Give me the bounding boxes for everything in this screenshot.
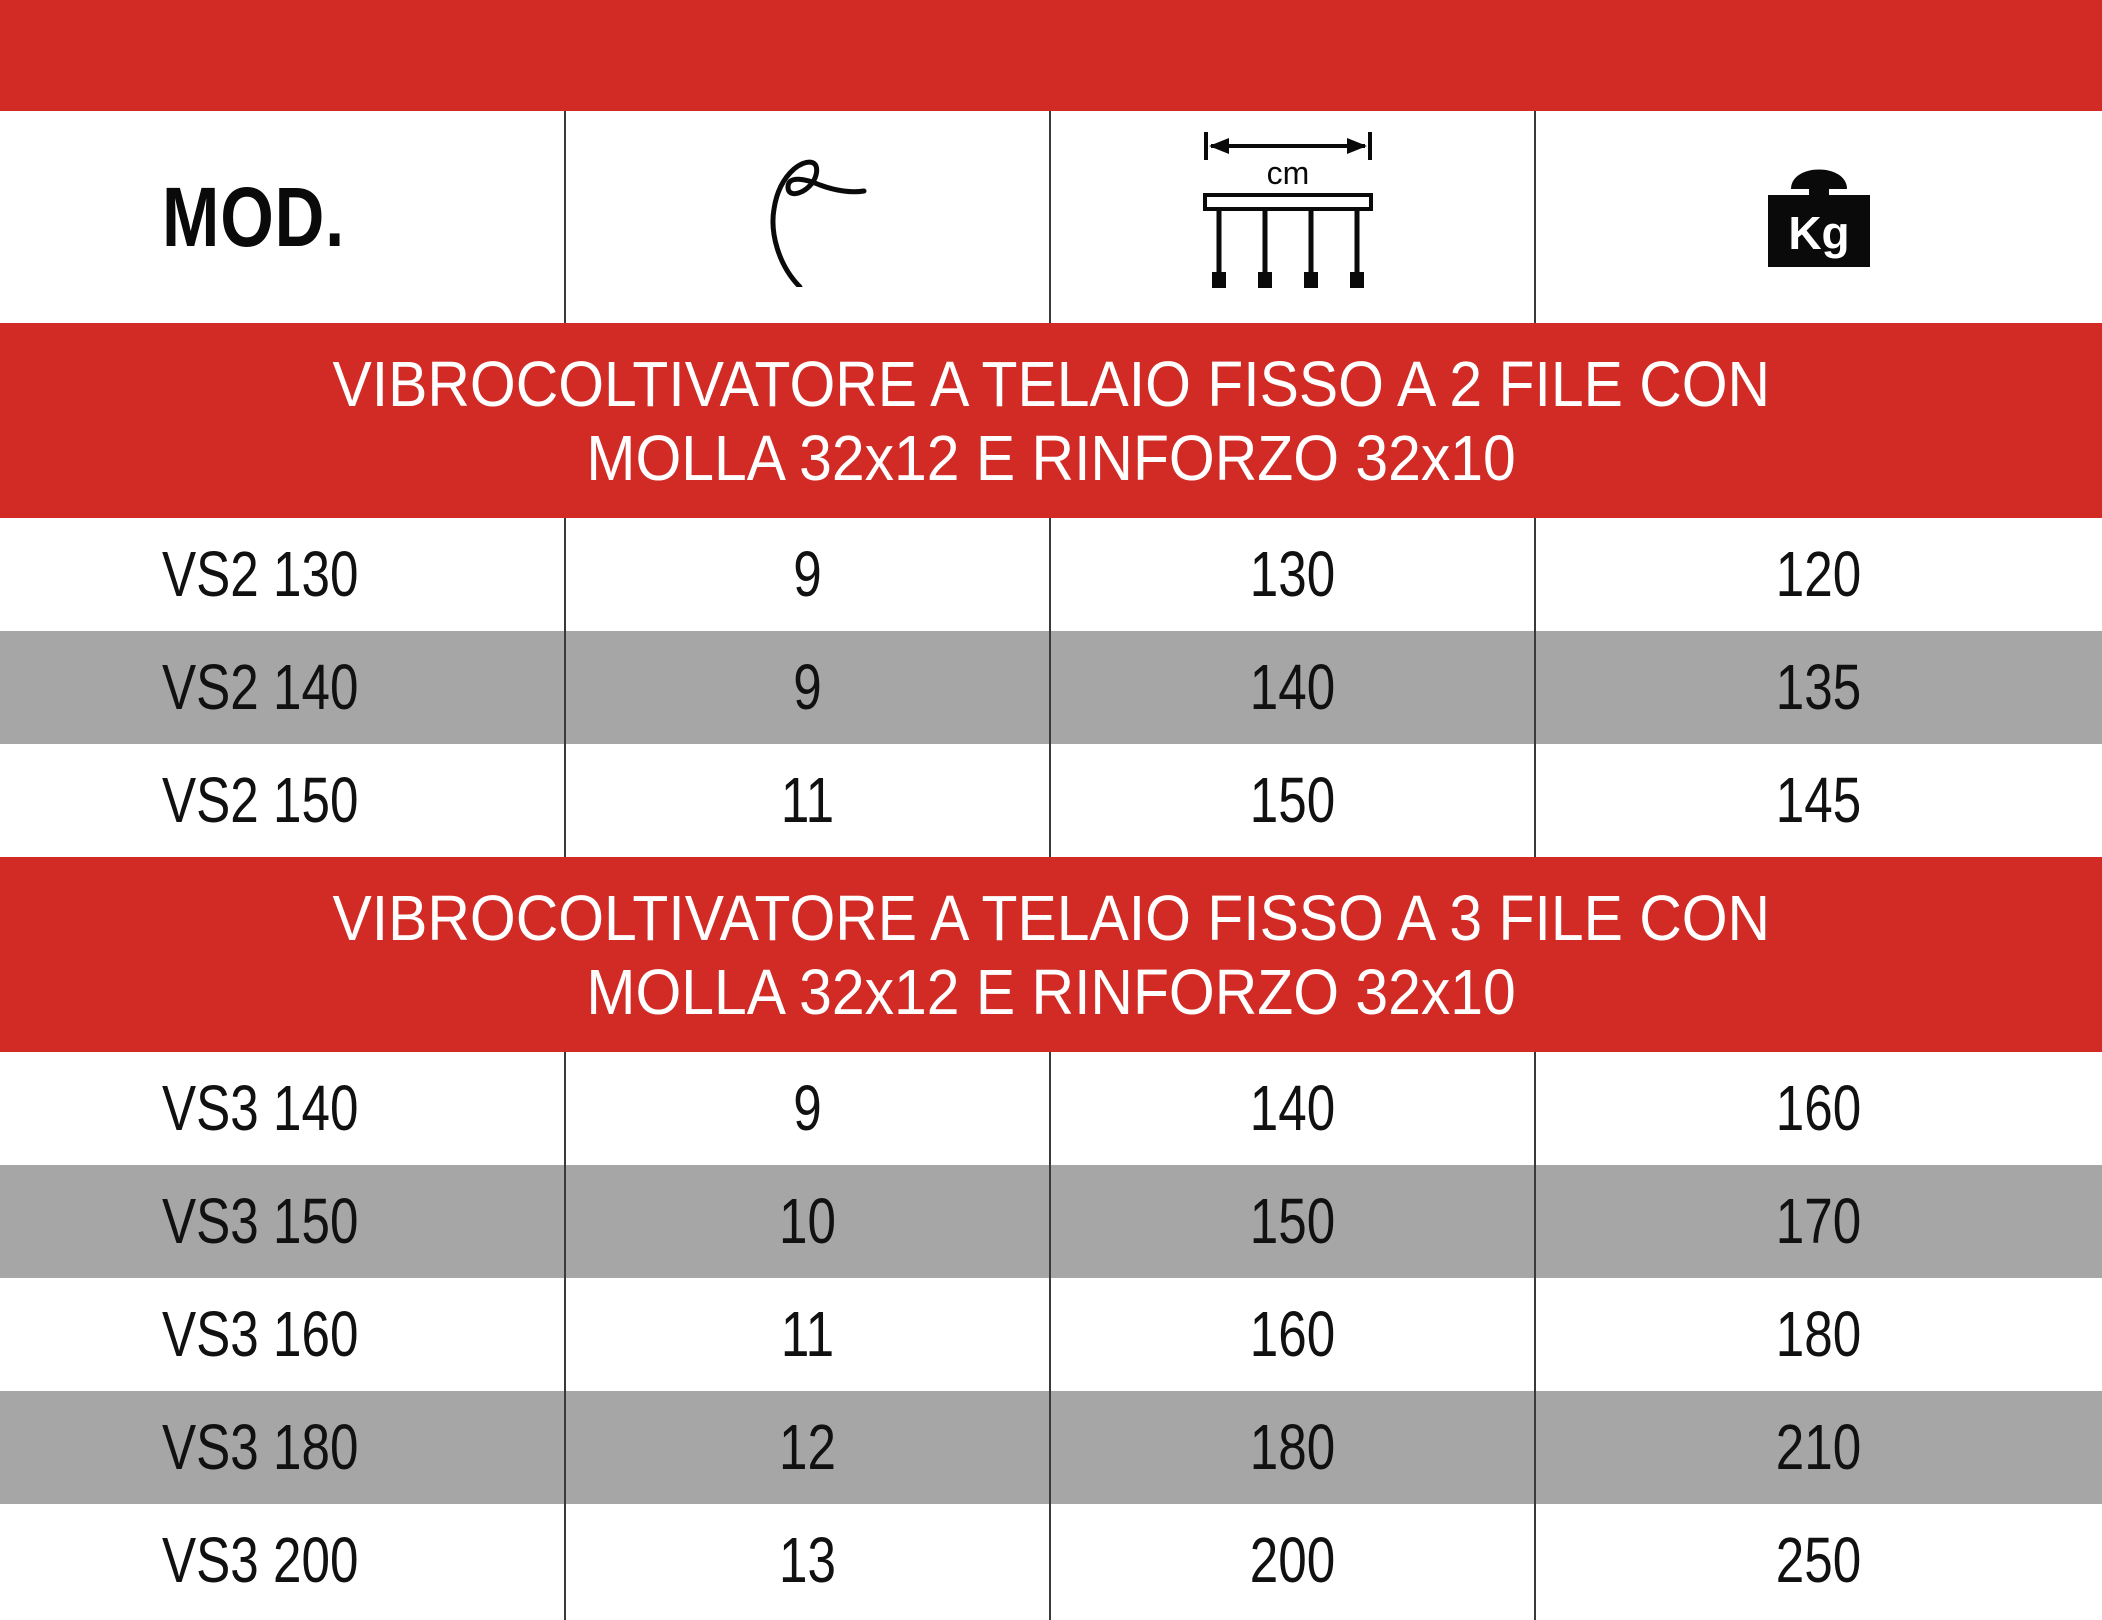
- tines-cell: 12: [779, 1411, 836, 1483]
- working-width-icon: [1203, 132, 1383, 302]
- weight-cell: 135: [1775, 651, 1862, 723]
- tines-cell: 13: [779, 1524, 836, 1596]
- column-divider: [1534, 1052, 1536, 1620]
- table-row: [0, 1278, 2102, 1391]
- model-cell: VS2 130: [162, 538, 359, 610]
- weight-cell: 120: [1775, 538, 1862, 610]
- width-unit-label: cm: [1266, 155, 1309, 191]
- section-title-line: VIBROCOLTIVATORE A TELAIO FISSO A 2 FILE CON: [332, 347, 1770, 420]
- width-cell: 150: [1249, 1185, 1336, 1257]
- weight-cell: 250: [1775, 1524, 1862, 1596]
- weight-cell: 180: [1775, 1298, 1862, 1370]
- table-row: [0, 631, 2102, 744]
- tines-cell: 9: [793, 538, 822, 610]
- width-cell: 140: [1249, 1072, 1336, 1144]
- model-column-header: MOD.: [162, 170, 346, 264]
- model-cell: VS3 200: [162, 1524, 359, 1596]
- column-divider: [1534, 518, 1536, 857]
- model-cell: VS3 150: [162, 1185, 359, 1257]
- weight-unit-label: Kg: [1787, 207, 1850, 259]
- width-cell: 180: [1249, 1411, 1336, 1483]
- tines-cell: 10: [779, 1185, 836, 1257]
- table-row: [0, 1165, 2102, 1278]
- section-title-line: MOLLA 32x12 E RINFORZO 32x10: [586, 421, 1516, 494]
- width-cell: 150: [1249, 764, 1336, 836]
- section-title-line: VIBROCOLTIVATORE A TELAIO FISSO A 3 FILE CON: [332, 881, 1770, 954]
- column-divider: [1049, 518, 1051, 857]
- tines-cell: 11: [780, 764, 835, 836]
- table-row: [0, 1391, 2102, 1504]
- column-divider: [564, 1052, 566, 1620]
- column-divider: [564, 111, 566, 323]
- width-column-header: [1050, 111, 1535, 323]
- column-divider: [1049, 1052, 1051, 1620]
- model-cell: VS2 150: [162, 764, 359, 836]
- weight-icon: [1764, 157, 1874, 277]
- table-header: [0, 111, 2102, 323]
- weight-column-header: [1535, 111, 2102, 323]
- width-cell: 200: [1249, 1524, 1336, 1596]
- tines-cell: 9: [793, 1072, 822, 1144]
- model-cell: VS2 140: [162, 651, 359, 723]
- weight-cell: 210: [1775, 1411, 1862, 1483]
- model-cell: VS3 160: [162, 1298, 359, 1370]
- width-cell: 130: [1249, 538, 1336, 610]
- top-banner: [0, 0, 2102, 111]
- table-row: [0, 1052, 2102, 1165]
- section-title-2-rows: [0, 323, 2102, 518]
- column-divider: [1534, 111, 1536, 323]
- width-cell: 160: [1249, 1298, 1336, 1370]
- weight-cell: 160: [1775, 1072, 1862, 1144]
- tines-cell: 9: [793, 651, 822, 723]
- weight-cell: 145: [1775, 764, 1862, 836]
- table-row: [0, 1504, 2102, 1617]
- table-row: [0, 744, 2102, 857]
- column-divider: [1049, 111, 1051, 323]
- model-cell: VS3 180: [162, 1411, 359, 1483]
- width-cell: 140: [1249, 651, 1336, 723]
- section-title-line: MOLLA 32x12 E RINFORZO 32x10: [586, 955, 1516, 1028]
- table-row: [0, 518, 2102, 631]
- weight-cell: 170: [1775, 1185, 1862, 1257]
- section-title-3-rows: [0, 857, 2102, 1052]
- tines-cell: 11: [780, 1298, 835, 1370]
- model-cell: VS3 140: [162, 1072, 359, 1144]
- column-divider: [564, 518, 566, 857]
- tines-column-header: [565, 111, 1050, 323]
- spring-tine-icon: [748, 147, 868, 287]
